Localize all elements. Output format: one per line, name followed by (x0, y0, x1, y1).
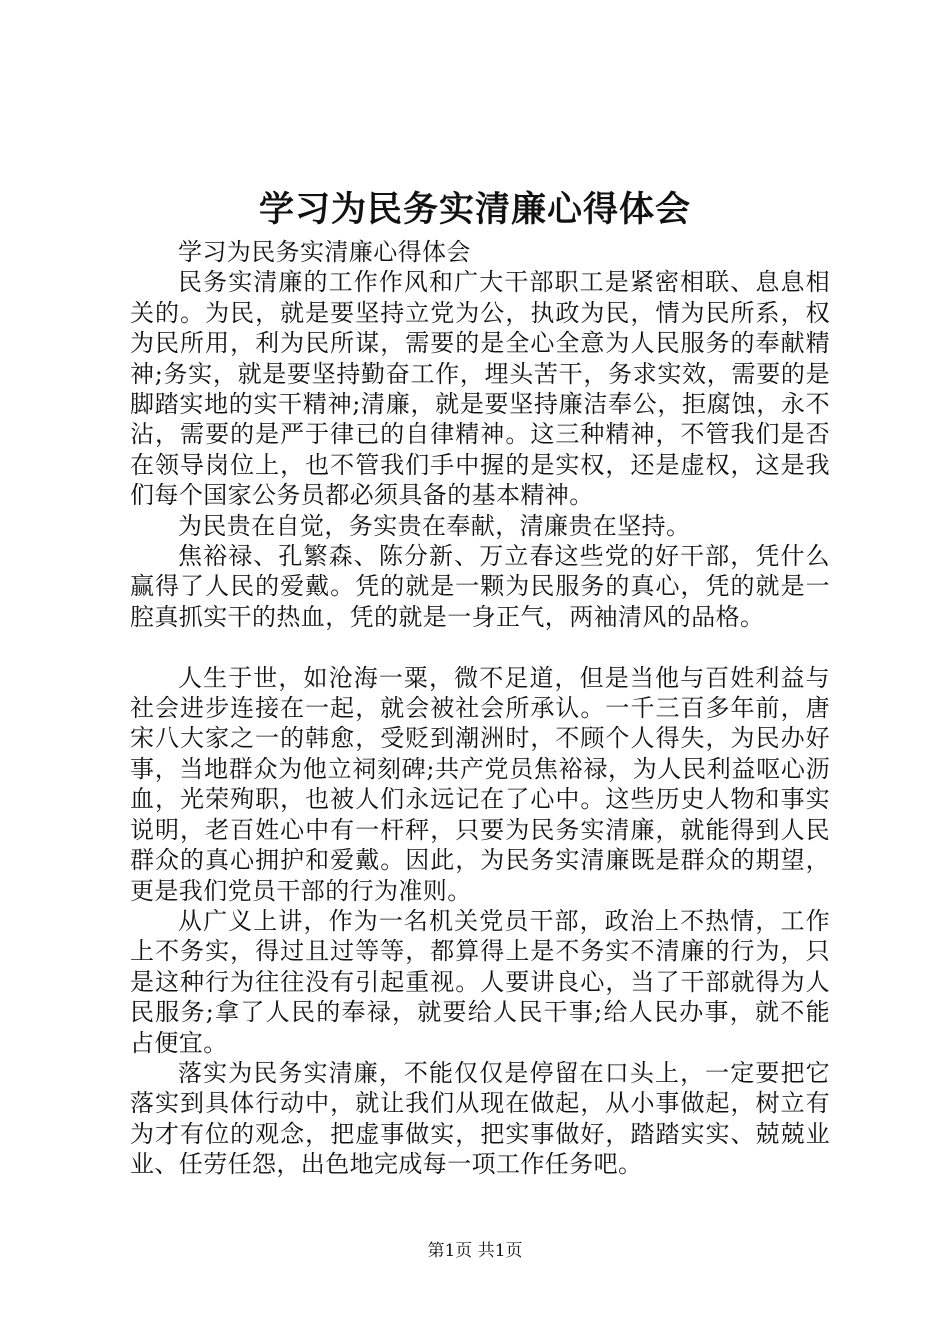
body-paragraph: 落实为民务实清廉，不能仅仅是停留在口头上，一定要把它落实到具体行动中，就让我们从现在做起，从小事做起，树立有为才有位的观念，把虚事做实，把实事做好，踏踏实实、兢兢业业、任劳任怨，出色地完成每一项工作任务吧。 (130, 1058, 830, 1179)
body-paragraph: 为民贵在自觉，务实贵在奉献，清廉贵在坚持。 (178, 511, 691, 540)
body-paragraph: 民务实清廉的工作作风和广大干部职工是紧密相联、息息相关的。为民，就是要坚持立党为公，执政为民，情为民所系，权为民所用，利为民所谋，需要的是全心全意为人民服务的奉献精神;务实，就是要坚持勤奋工作，埋头苦干，务求实效，需要的是脚踏实地的实干精神;清廉，就是要坚持廉洁奉公，拒腐蚀，永不沾，需要的是严于律已的自律精神。这三种精神，不管我们是否在领导岗位上，也不管我们手中握的是实权，还是虚权，这是我们每个国家公务员都必须具备的基本精神。 (130, 268, 830, 510)
body-paragraph: 焦裕禄、孔繁森、陈分新、万立春这些党的好干部，凭什么赢得了人民的爱戴。凭的就是一颗为民服务的真心，凭的就是一腔真抓实干的热血，凭的就是一身正气，两袖清风的品格。 (130, 542, 830, 631)
document-title: 学习为民务实清廉心得体会 (258, 189, 691, 230)
body-paragraph: 人生于世，如沧海一粟，微不足道，但是当他与百姓利益与社会进步连接在一起，就会被社会所承认。一千三百多年前，唐宋八大家之一的韩愈，受贬到潮洲时，不顾个人得失，为民办好事，当地群众为他立祠刻碑;共产党员焦裕禄，为人民利益呕心沥血，光荣殉职，也被人们永远记在了心中。这些历史人物和事实说明，老百姓心中有一杆秤，只要为民务实清廉，就能得到人民群众的真心拥护和爱戴。因此，为民务实清廉既是群众的期望，更是我们党员干部的行为准则。 (130, 663, 830, 905)
paragraph-spacer (130, 632, 830, 662)
subtitle-paragraph: 学习为民务实清廉心得体会 (178, 238, 471, 266)
page-footer: 第1页 共1页 (427, 1241, 523, 1261)
body-paragraph: 从广义上讲，作为一名机关党员干部，政治上不热情，工作上不务实，得过且过等等，都算得上是不务实不清廉的行为，只是这种行为往往没有引起重视。人要讲良心，当了干部就得为人民服务;拿了人民的奉禄，就要给人民干事;给人民办事，就不能占便宜。 (130, 906, 830, 1057)
document-body (130, 237, 830, 1180)
